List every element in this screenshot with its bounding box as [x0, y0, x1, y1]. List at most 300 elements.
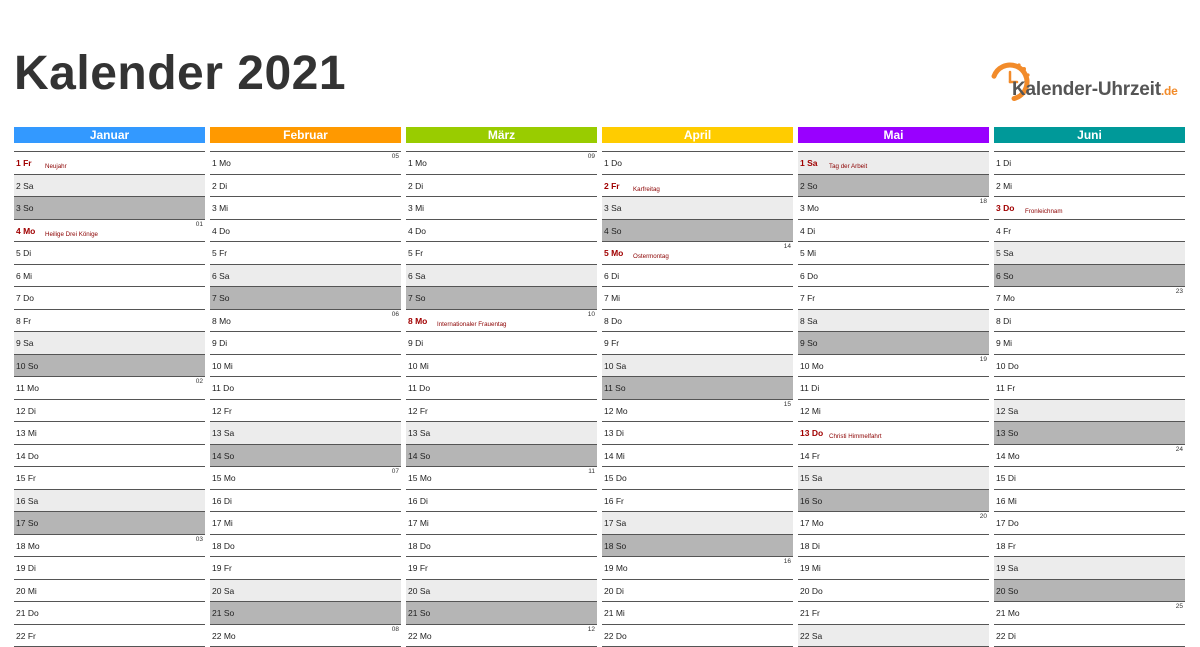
- day-row: [994, 580, 1185, 603]
- month-header: Februar: [210, 127, 401, 143]
- day-label: 17 Do: [996, 518, 1019, 528]
- day-label: 13 So: [996, 428, 1018, 438]
- logo-tld: .de: [1161, 84, 1178, 98]
- day-label: 13 Do: [800, 428, 823, 438]
- day-label: 2 So: [800, 181, 818, 191]
- day-label: 16 Di: [408, 496, 428, 506]
- holiday-name: Neujahr: [45, 163, 67, 170]
- day-row: [602, 580, 793, 603]
- day-row: [14, 310, 205, 333]
- day-label: 21 Mi: [604, 608, 625, 618]
- day-row: [994, 445, 1185, 468]
- day-label: 5 Mi: [800, 248, 816, 258]
- day-label: 3 Mo: [800, 203, 819, 213]
- day-label: 14 So: [212, 451, 234, 461]
- month-column: [602, 127, 793, 647]
- day-label: 5 Fr: [408, 248, 423, 258]
- day-row: [798, 467, 989, 490]
- day-row: [14, 602, 205, 625]
- day-label: 15 Do: [604, 473, 627, 483]
- day-label: 3 So: [16, 203, 34, 213]
- day-row: [602, 535, 793, 558]
- day-label: 18 Di: [800, 541, 820, 551]
- day-row: [994, 467, 1185, 490]
- day-label: 21 So: [408, 608, 430, 618]
- day-label: 13 Sa: [408, 428, 430, 438]
- day-row: [406, 332, 597, 355]
- day-label: 11 Fr: [996, 383, 1015, 393]
- month-column: [14, 127, 205, 647]
- month-header: Juni: [994, 127, 1185, 143]
- day-row: [14, 175, 205, 198]
- day-row: [798, 287, 989, 310]
- day-label: 18 Fr: [996, 541, 1016, 551]
- day-row: [994, 287, 1185, 310]
- day-label: 18 Do: [408, 541, 431, 551]
- holiday-name: Karfreitag: [633, 186, 660, 193]
- day-row: [994, 242, 1185, 265]
- day-row: [994, 512, 1185, 535]
- day-row: [210, 175, 401, 198]
- day-label: 6 Di: [604, 271, 619, 281]
- day-label: 21 So: [212, 608, 234, 618]
- day-label: 19 Di: [16, 563, 36, 573]
- day-row: [210, 512, 401, 535]
- day-row: [602, 377, 793, 400]
- day-label: 15 Mo: [212, 473, 236, 483]
- day-label: 11 Do: [212, 383, 234, 393]
- day-label: 9 So: [800, 338, 818, 348]
- day-row: [210, 265, 401, 288]
- page-title: Kalender 2021: [14, 50, 346, 98]
- day-label: 17 Mi: [408, 518, 429, 528]
- day-label: 14 So: [408, 451, 430, 461]
- day-row: [994, 625, 1185, 647]
- day-label: 5 Di: [16, 248, 31, 258]
- day-row: [798, 152, 989, 175]
- day-label: 8 Do: [604, 316, 622, 326]
- day-row: [406, 602, 597, 625]
- day-row: [994, 535, 1185, 558]
- day-row: [602, 310, 793, 333]
- day-row: [994, 332, 1185, 355]
- day-label: 15 Fr: [16, 473, 36, 483]
- day-row: [798, 175, 989, 198]
- day-row: [210, 355, 401, 378]
- day-row: [14, 332, 205, 355]
- week-number: 06: [392, 311, 399, 318]
- day-row: [14, 422, 205, 445]
- week-number: 11: [588, 468, 595, 475]
- week-number: 25: [1176, 603, 1183, 610]
- week-number: 14: [784, 243, 791, 250]
- day-row: [210, 310, 401, 333]
- day-label: 6 Sa: [212, 271, 230, 281]
- day-row: [14, 355, 205, 378]
- day-row: [14, 197, 205, 220]
- day-list: [14, 151, 205, 647]
- day-row: [798, 512, 989, 535]
- day-label: 8 Fr: [16, 316, 31, 326]
- day-label: 8 Sa: [800, 316, 818, 326]
- holiday-name: Internationaler Frauentag: [437, 321, 506, 328]
- day-row: [994, 310, 1185, 333]
- day-label: 16 So: [800, 496, 822, 506]
- day-row: [798, 310, 989, 333]
- week-number: 19: [980, 356, 987, 363]
- day-row: [14, 400, 205, 423]
- day-row: [210, 152, 401, 175]
- day-label: 8 Mo: [212, 316, 231, 326]
- day-row: [798, 535, 989, 558]
- day-label: 20 Do: [800, 586, 823, 596]
- holiday-name: Ostermontag: [633, 253, 669, 260]
- day-label: 5 Mo: [604, 248, 623, 258]
- day-row: [798, 355, 989, 378]
- week-number: 09: [588, 153, 595, 160]
- holiday-name: Christi Himmelfahrt: [829, 433, 882, 440]
- day-label: 10 Mo: [800, 361, 824, 371]
- day-label: 12 Di: [16, 406, 36, 416]
- day-row: [406, 152, 597, 175]
- day-row: [406, 490, 597, 513]
- holiday-name: Tag der Arbeit: [829, 163, 867, 170]
- day-row: [406, 175, 597, 198]
- day-row: [602, 265, 793, 288]
- day-label: 14 Do: [16, 451, 39, 461]
- day-label: 12 Fr: [212, 406, 232, 416]
- day-list: [210, 151, 401, 647]
- day-row: [210, 445, 401, 468]
- day-label: 14 Mi: [604, 451, 625, 461]
- day-label: 20 So: [996, 586, 1018, 596]
- day-label: 18 So: [604, 541, 626, 551]
- week-number: 23: [1176, 288, 1183, 295]
- day-row: [602, 467, 793, 490]
- day-label: 17 So: [16, 518, 38, 528]
- day-label: 4 Do: [408, 226, 426, 236]
- day-label: 8 Di: [996, 316, 1011, 326]
- day-label: 7 So: [408, 293, 426, 303]
- day-label: 2 Mi: [996, 181, 1012, 191]
- day-row: [210, 602, 401, 625]
- day-label: 15 Di: [996, 473, 1016, 483]
- day-label: 19 Mo: [604, 563, 628, 573]
- day-row: [14, 287, 205, 310]
- day-row: [406, 422, 597, 445]
- day-list: [994, 151, 1185, 647]
- day-row: [994, 355, 1185, 378]
- day-row: [994, 377, 1185, 400]
- day-label: 22 Mo: [408, 631, 432, 641]
- week-number: 24: [1176, 446, 1183, 453]
- day-label: 17 Mo: [800, 518, 824, 528]
- day-row: [14, 490, 205, 513]
- day-label: 19 Fr: [408, 563, 428, 573]
- day-row: [14, 242, 205, 265]
- day-label: 5 Fr: [212, 248, 227, 258]
- day-row: [798, 625, 989, 647]
- day-row: [602, 490, 793, 513]
- day-list: [602, 151, 793, 647]
- day-row: [994, 557, 1185, 580]
- day-label: 13 Sa: [212, 428, 234, 438]
- day-row: [994, 152, 1185, 175]
- day-label: 21 Mo: [996, 608, 1020, 618]
- day-label: 9 Di: [408, 338, 423, 348]
- day-label: 9 Fr: [604, 338, 619, 348]
- day-list: [798, 151, 989, 647]
- day-label: 19 Sa: [996, 563, 1018, 573]
- day-row: [406, 400, 597, 423]
- day-row: [602, 152, 793, 175]
- day-row: [994, 422, 1185, 445]
- day-label: 12 Sa: [996, 406, 1018, 416]
- day-row: [602, 445, 793, 468]
- day-label: 14 Mo: [996, 451, 1020, 461]
- month-column: [798, 127, 989, 647]
- day-label: 3 Mi: [408, 203, 424, 213]
- day-row: [798, 265, 989, 288]
- week-number: 08: [392, 626, 399, 633]
- day-row: [406, 580, 597, 603]
- day-label: 6 So: [996, 271, 1014, 281]
- day-label: 18 Mo: [16, 541, 40, 551]
- month-column: [406, 127, 597, 647]
- month-header: März: [406, 127, 597, 143]
- day-label: 7 Mo: [996, 293, 1015, 303]
- day-row: [406, 535, 597, 558]
- month-header: Januar: [14, 127, 205, 143]
- day-row: [14, 445, 205, 468]
- logo-name: Kalender-Uhrzeit: [1012, 79, 1161, 100]
- day-label: 6 Do: [800, 271, 818, 281]
- day-label: 8 Mo: [408, 316, 427, 326]
- day-label: 7 Do: [16, 293, 34, 303]
- day-label: 12 Mo: [604, 406, 628, 416]
- day-label: 9 Di: [212, 338, 227, 348]
- week-number: 15: [784, 401, 791, 408]
- logo-text: [1012, 79, 1178, 101]
- day-row: [798, 197, 989, 220]
- day-row: [406, 355, 597, 378]
- day-row: [406, 197, 597, 220]
- day-row: [798, 490, 989, 513]
- day-row: [210, 332, 401, 355]
- day-row: [210, 400, 401, 423]
- week-number: 01: [196, 221, 203, 228]
- day-label: 20 Mi: [16, 586, 37, 596]
- day-row: [210, 580, 401, 603]
- day-row: [602, 625, 793, 647]
- day-row: [798, 422, 989, 445]
- day-label: 10 Sa: [604, 361, 626, 371]
- day-label: 22 Mo: [212, 631, 236, 641]
- day-row: [602, 557, 793, 580]
- day-label: 11 Mo: [16, 383, 39, 393]
- day-label: 10 Mi: [212, 361, 233, 371]
- day-row: [210, 422, 401, 445]
- week-number: 02: [196, 378, 203, 385]
- day-label: 4 Mo: [16, 226, 35, 236]
- day-label: 12 Fr: [408, 406, 428, 416]
- day-label: 13 Di: [604, 428, 624, 438]
- day-row: [406, 557, 597, 580]
- day-row: [14, 265, 205, 288]
- day-row: [210, 377, 401, 400]
- month-header: Mai: [798, 127, 989, 143]
- day-label: 9 Sa: [16, 338, 34, 348]
- day-row: [994, 220, 1185, 243]
- day-label: 3 Do: [996, 203, 1014, 213]
- day-row: [994, 400, 1185, 423]
- day-label: 7 So: [212, 293, 230, 303]
- day-row: [14, 467, 205, 490]
- day-row: [798, 242, 989, 265]
- day-row: [602, 512, 793, 535]
- month-header: April: [602, 127, 793, 143]
- day-row: [210, 625, 401, 647]
- day-label: 20 Sa: [408, 586, 430, 596]
- day-label: 3 Mi: [212, 203, 228, 213]
- day-label: 16 Sa: [16, 496, 38, 506]
- week-number: 10: [588, 311, 595, 318]
- week-number: 07: [392, 468, 399, 475]
- day-row: [798, 602, 989, 625]
- day-label: 1 Fr: [16, 158, 32, 168]
- day-label: 16 Fr: [604, 496, 624, 506]
- day-row: [210, 535, 401, 558]
- day-row: [406, 377, 597, 400]
- day-row: [994, 490, 1185, 513]
- day-list: [406, 151, 597, 647]
- day-row: [798, 580, 989, 603]
- month-column: [994, 127, 1185, 647]
- day-label: 20 Sa: [212, 586, 234, 596]
- day-row: [602, 197, 793, 220]
- site-logo[interactable]: [990, 60, 1190, 104]
- day-row: [602, 220, 793, 243]
- day-label: 14 Fr: [800, 451, 820, 461]
- week-number: 16: [784, 558, 791, 565]
- day-label: 1 Sa: [800, 158, 818, 168]
- day-label: 2 Fr: [604, 181, 620, 191]
- day-row: [994, 265, 1185, 288]
- day-label: 21 Fr: [800, 608, 820, 618]
- week-number: 05: [392, 153, 399, 160]
- week-number: 03: [196, 536, 203, 543]
- day-row: [994, 197, 1185, 220]
- day-label: 2 Sa: [16, 181, 34, 191]
- day-row: [14, 535, 205, 558]
- day-label: 4 Di: [800, 226, 815, 236]
- day-row: [798, 445, 989, 468]
- day-label: 11 Di: [800, 383, 819, 393]
- day-label: 4 So: [604, 226, 622, 236]
- month-column: [210, 127, 401, 647]
- day-label: 3 Sa: [604, 203, 622, 213]
- day-label: 1 Mo: [212, 158, 231, 168]
- day-label: 7 Mi: [604, 293, 620, 303]
- day-row: [798, 557, 989, 580]
- day-row: [14, 152, 205, 175]
- day-row: [602, 355, 793, 378]
- day-row: [406, 512, 597, 535]
- day-label: 11 Do: [408, 383, 430, 393]
- day-label: 22 Fr: [16, 631, 36, 641]
- day-row: [602, 400, 793, 423]
- day-row: [210, 242, 401, 265]
- day-row: [798, 332, 989, 355]
- day-row: [210, 490, 401, 513]
- day-label: 9 Mi: [996, 338, 1012, 348]
- day-label: 2 Di: [408, 181, 423, 191]
- day-row: [602, 422, 793, 445]
- day-row: [210, 467, 401, 490]
- day-label: 2 Di: [212, 181, 227, 191]
- day-row: [798, 377, 989, 400]
- week-number: 12: [588, 626, 595, 633]
- day-row: [602, 175, 793, 198]
- day-row: [14, 580, 205, 603]
- day-label: 18 Do: [212, 541, 235, 551]
- day-label: 15 Mo: [408, 473, 432, 483]
- day-row: [406, 310, 597, 333]
- week-number: 20: [980, 513, 987, 520]
- day-row: [994, 602, 1185, 625]
- holiday-name: Fronleichnam: [1025, 208, 1063, 215]
- day-row: [602, 242, 793, 265]
- day-row: [210, 220, 401, 243]
- day-label: 10 Do: [996, 361, 1019, 371]
- day-label: 22 Sa: [800, 631, 822, 641]
- day-label: 21 Do: [16, 608, 39, 618]
- day-row: [406, 467, 597, 490]
- day-label: 13 Mi: [16, 428, 37, 438]
- day-label: 11 So: [604, 383, 626, 393]
- day-row: [798, 220, 989, 243]
- day-row: [602, 602, 793, 625]
- day-label: 5 Sa: [996, 248, 1014, 258]
- day-row: [406, 265, 597, 288]
- day-label: 10 Mi: [408, 361, 429, 371]
- calendar-grid: [14, 127, 1186, 630]
- day-row: [14, 377, 205, 400]
- day-label: 4 Do: [212, 226, 230, 236]
- day-row: [14, 625, 205, 647]
- day-label: 22 Di: [996, 631, 1016, 641]
- day-row: [602, 287, 793, 310]
- day-row: [406, 625, 597, 647]
- day-label: 16 Di: [212, 496, 232, 506]
- day-label: 22 Do: [604, 631, 627, 641]
- day-label: 19 Fr: [212, 563, 232, 573]
- day-row: [406, 220, 597, 243]
- day-row: [798, 400, 989, 423]
- day-row: [210, 287, 401, 310]
- day-row: [14, 557, 205, 580]
- day-label: 12 Mi: [800, 406, 821, 416]
- day-row: [14, 512, 205, 535]
- day-label: 4 Fr: [996, 226, 1011, 236]
- holiday-name: Heilige Drei Könige: [45, 231, 98, 238]
- day-row: [210, 557, 401, 580]
- day-label: 19 Mi: [800, 563, 821, 573]
- day-label: 1 Di: [996, 158, 1011, 168]
- week-number: 18: [980, 198, 987, 205]
- day-row: [406, 287, 597, 310]
- day-label: 1 Mo: [408, 158, 427, 168]
